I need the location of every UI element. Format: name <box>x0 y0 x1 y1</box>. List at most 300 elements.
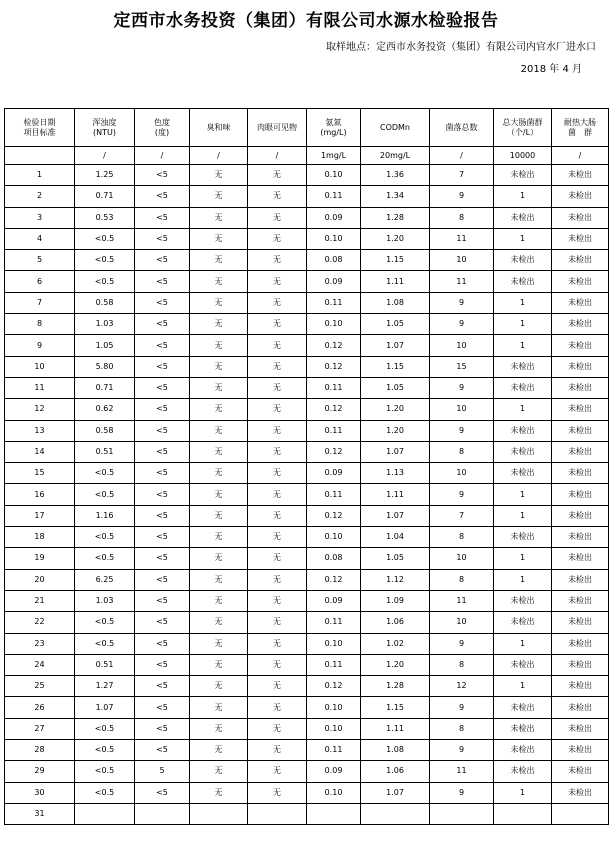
table-cell: 无 <box>248 697 307 718</box>
table-cell: 无 <box>190 569 248 590</box>
table-cell: 7 <box>430 165 494 186</box>
table-cell: 18 <box>5 527 75 548</box>
table-cell: 9 <box>430 377 494 398</box>
table-cell: 21 <box>5 590 75 611</box>
header-cell-turbidity <box>75 109 135 147</box>
table-cell: 8 <box>430 569 494 590</box>
table-cell: 0.09 <box>307 590 361 611</box>
table-cell: 1.20 <box>361 420 430 441</box>
table-cell: 0.11 <box>307 612 361 633</box>
table-cell: 0.10 <box>307 165 361 186</box>
table-row <box>5 186 609 207</box>
table-cell: 9 <box>5 335 75 356</box>
table-row <box>5 761 609 782</box>
table-cell: 12 <box>430 676 494 697</box>
table-cell: 0.71 <box>75 377 135 398</box>
table-cell: <5 <box>135 463 190 484</box>
water-quality-table <box>4 108 609 825</box>
header-label: 肉眼可见物 <box>257 122 297 132</box>
table-cell: <5 <box>135 250 190 271</box>
standards-cell: / <box>75 147 135 165</box>
table-cell: 0.10 <box>307 527 361 548</box>
table-cell: 0.11 <box>307 377 361 398</box>
table-row <box>5 718 609 739</box>
table-cell: <0.5 <box>75 463 135 484</box>
standards-cell: / <box>190 147 248 165</box>
table-row <box>5 633 609 654</box>
table-cell: 未检出 <box>552 420 609 441</box>
table-cell: 5 <box>135 761 190 782</box>
table-cell: <5 <box>135 718 190 739</box>
table-cell: 28 <box>5 740 75 761</box>
table-cell: <5 <box>135 740 190 761</box>
table-cell: 11 <box>430 271 494 292</box>
table-row <box>5 740 609 761</box>
table-cell: 0.09 <box>307 271 361 292</box>
table-cell: 无 <box>248 761 307 782</box>
table-cell: 1.07 <box>361 335 430 356</box>
table-cell: <5 <box>135 335 190 356</box>
table-cell: 1.07 <box>361 505 430 526</box>
table-cell: 0.11 <box>307 740 361 761</box>
table-row <box>5 335 609 356</box>
header-cell-thermotolerant-coliform <box>552 109 609 147</box>
table-cell: 未检出 <box>552 377 609 398</box>
table-cell: 0.53 <box>75 207 135 228</box>
header-cell-visible-matter <box>248 109 307 147</box>
table-cell: 无 <box>248 314 307 335</box>
table-cell: 未检出 <box>494 612 552 633</box>
table-cell: 无 <box>248 718 307 739</box>
table-cell: 1.11 <box>361 271 430 292</box>
table-cell: 10 <box>430 463 494 484</box>
table-cell: 未检出 <box>494 590 552 611</box>
table-cell: 22 <box>5 612 75 633</box>
table-cell: 11 <box>430 228 494 249</box>
table-cell: 未检出 <box>494 207 552 228</box>
table-cell: <0.5 <box>75 228 135 249</box>
header-label: (mg/L) <box>320 127 347 137</box>
table-cell: 未检出 <box>494 654 552 675</box>
table-row <box>5 228 609 249</box>
table-cell: 0.12 <box>307 505 361 526</box>
table-cell: 未检出 <box>552 271 609 292</box>
table-cell: 未检出 <box>494 740 552 761</box>
table-cell: 9 <box>430 782 494 803</box>
table-cell <box>307 803 361 824</box>
table-cell: 未检出 <box>552 228 609 249</box>
table-cell: 9 <box>430 697 494 718</box>
table-cell <box>248 803 307 824</box>
table-cell: 1 <box>494 186 552 207</box>
table-cell: 1 <box>494 314 552 335</box>
table-cell: 未检出 <box>494 420 552 441</box>
header-label: 总大肠菌群 <box>502 117 543 127</box>
table-cell: <5 <box>135 314 190 335</box>
table-cell: 无 <box>190 207 248 228</box>
standards-cell: / <box>430 147 494 165</box>
table-cell: 1 <box>5 165 75 186</box>
table-cell: 1 <box>494 228 552 249</box>
table-cell: 无 <box>190 676 248 697</box>
table-cell: 1 <box>494 292 552 313</box>
table-cell: 7 <box>430 505 494 526</box>
table-cell: 10 <box>430 250 494 271</box>
table-cell: 23 <box>5 633 75 654</box>
table-cell: 0.10 <box>307 697 361 718</box>
table-cell: 0.11 <box>307 292 361 313</box>
table-cell: 0.12 <box>307 335 361 356</box>
table-cell: 无 <box>248 356 307 377</box>
table-cell: 无 <box>248 463 307 484</box>
table-cell: 9 <box>430 314 494 335</box>
table-cell: 10 <box>430 612 494 633</box>
table-row <box>5 676 609 697</box>
table-cell: 0.12 <box>307 441 361 462</box>
table-row <box>5 463 609 484</box>
header-cell-odor <box>190 109 248 147</box>
table-cell: 未检出 <box>494 441 552 462</box>
header-label: （个/L） <box>506 127 539 137</box>
table-cell: <5 <box>135 484 190 505</box>
table-cell: <5 <box>135 654 190 675</box>
table-cell: 未检出 <box>552 548 609 569</box>
table-cell: 14 <box>5 441 75 462</box>
table-cell: 未检出 <box>552 740 609 761</box>
table-cell: <5 <box>135 612 190 633</box>
table-cell: 31 <box>5 803 75 824</box>
table-row <box>5 590 609 611</box>
table-cell: 15 <box>430 356 494 377</box>
table-row <box>5 548 609 569</box>
table-cell: 无 <box>248 441 307 462</box>
table-row <box>5 207 609 228</box>
table-cell: 1.05 <box>75 335 135 356</box>
table-cell: 1 <box>494 569 552 590</box>
table-cell: <5 <box>135 377 190 398</box>
table-row <box>5 314 609 335</box>
header-label: 项目标准 <box>23 127 56 137</box>
table-cell: 0.09 <box>307 761 361 782</box>
table-row <box>5 271 609 292</box>
header-row <box>5 109 609 147</box>
header-label: 菌 群 <box>568 127 592 137</box>
table-row <box>5 505 609 526</box>
table-cell: 无 <box>248 740 307 761</box>
table-cell: 0.10 <box>307 633 361 654</box>
header-cell-codmn <box>361 109 430 147</box>
table-cell: 无 <box>190 654 248 675</box>
table-cell: 4 <box>5 228 75 249</box>
table-cell: 6.25 <box>75 569 135 590</box>
table-cell: 无 <box>190 548 248 569</box>
table-cell: 未检出 <box>552 590 609 611</box>
table-cell: 无 <box>190 718 248 739</box>
table-cell: 1 <box>494 633 552 654</box>
table-cell: 无 <box>190 505 248 526</box>
table-cell: <5 <box>135 633 190 654</box>
table-cell: 10 <box>430 335 494 356</box>
table-cell: 11 <box>5 377 75 398</box>
table-cell: 10 <box>5 356 75 377</box>
table-cell: 未检出 <box>494 697 552 718</box>
header-label: 耐热大肠 <box>564 117 596 127</box>
table-cell: 无 <box>248 590 307 611</box>
table-cell: <5 <box>135 292 190 313</box>
table-row <box>5 527 609 548</box>
header-label: 检验日期 <box>23 117 56 127</box>
table-cell: 无 <box>248 377 307 398</box>
table-cell: 无 <box>190 612 248 633</box>
table-cell: 未检出 <box>552 463 609 484</box>
table-cell: 无 <box>248 612 307 633</box>
table-cell: 1 <box>494 505 552 526</box>
table-cell: 无 <box>248 228 307 249</box>
table-cell: <5 <box>135 356 190 377</box>
table-cell <box>552 803 609 824</box>
table-cell: 未检出 <box>494 527 552 548</box>
table-cell: <5 <box>135 527 190 548</box>
table-cell: 无 <box>248 505 307 526</box>
table-cell: 1.04 <box>361 527 430 548</box>
table-row <box>5 399 609 420</box>
table-cell: 无 <box>190 761 248 782</box>
table-cell: 未检出 <box>552 697 609 718</box>
table-cell: <5 <box>135 271 190 292</box>
header-label: 菌落总数 <box>445 122 478 132</box>
table-cell: 未检出 <box>494 718 552 739</box>
table-cell: 1.05 <box>361 314 430 335</box>
standards-cell: 20mg/L <box>361 147 430 165</box>
table-row <box>5 165 609 186</box>
table-cell: 无 <box>248 527 307 548</box>
table-cell: 无 <box>190 250 248 271</box>
header-label: 臭和味 <box>206 122 231 132</box>
table-cell: 1.05 <box>361 377 430 398</box>
table-cell: 无 <box>248 399 307 420</box>
table-cell: 1.20 <box>361 228 430 249</box>
standards-cell: / <box>135 147 190 165</box>
table-cell: <5 <box>135 441 190 462</box>
table-cell: 1.05 <box>361 548 430 569</box>
table-cell <box>75 803 135 824</box>
table-cell: 17 <box>5 505 75 526</box>
table-cell: 8 <box>430 527 494 548</box>
header-label: CODMn <box>379 122 410 132</box>
table-cell: 30 <box>5 782 75 803</box>
table-cell: 1 <box>494 399 552 420</box>
table-cell: 1.06 <box>361 761 430 782</box>
standards-cell: / <box>552 147 609 165</box>
table-row <box>5 292 609 313</box>
table-cell: 无 <box>190 590 248 611</box>
standards-row <box>5 147 609 165</box>
table-cell: 无 <box>190 782 248 803</box>
table-cell: 0.10 <box>307 314 361 335</box>
table-cell: 29 <box>5 761 75 782</box>
table-cell: 无 <box>190 356 248 377</box>
table-cell: 1.15 <box>361 356 430 377</box>
table-cell: 未检出 <box>494 165 552 186</box>
table-cell: 0.08 <box>307 250 361 271</box>
table-cell: 0.10 <box>307 782 361 803</box>
table-cell: <0.5 <box>75 527 135 548</box>
table-cell: 10 <box>430 399 494 420</box>
report-date: 2018 年 4 月 <box>520 64 582 75</box>
table-cell: 1.36 <box>361 165 430 186</box>
table-cell: 未检出 <box>552 314 609 335</box>
table-cell: 1.07 <box>75 697 135 718</box>
table-cell: <0.5 <box>75 633 135 654</box>
table-cell: 5.80 <box>75 356 135 377</box>
report-title: 定西市水务投资（集团）有限公司水源水检验报告 <box>113 11 499 31</box>
table-row <box>5 654 609 675</box>
table-cell: 1.13 <box>361 463 430 484</box>
table-cell: <0.5 <box>75 782 135 803</box>
table-cell: 0.09 <box>307 207 361 228</box>
table-cell: 0.62 <box>75 399 135 420</box>
table-cell: 无 <box>248 633 307 654</box>
table-cell: 未检出 <box>552 399 609 420</box>
standards-cell: 10000 <box>494 147 552 165</box>
table-cell: 9 <box>430 484 494 505</box>
table-cell: <5 <box>135 399 190 420</box>
header-label: 浑浊度 <box>92 117 117 127</box>
table-cell: 0.09 <box>307 463 361 484</box>
table-cell: 无 <box>190 697 248 718</box>
table-cell: 未检出 <box>494 463 552 484</box>
table-row <box>5 356 609 377</box>
table-cell: 9 <box>430 186 494 207</box>
table-cell: 13 <box>5 420 75 441</box>
table-cell: 无 <box>190 228 248 249</box>
table-cell: 9 <box>430 633 494 654</box>
table-cell: 无 <box>248 250 307 271</box>
table-cell: 无 <box>248 271 307 292</box>
table-cell: 7 <box>5 292 75 313</box>
table-cell: 无 <box>190 399 248 420</box>
table-cell: 8 <box>430 207 494 228</box>
table-cell: 6 <box>5 271 75 292</box>
table-row <box>5 782 609 803</box>
table-cell: 8 <box>5 314 75 335</box>
table-cell: 未检出 <box>552 356 609 377</box>
table-cell: 未检出 <box>552 250 609 271</box>
standards-cell: / <box>248 147 307 165</box>
table-cell: <0.5 <box>75 548 135 569</box>
table-cell: 无 <box>190 740 248 761</box>
table-cell: 无 <box>248 548 307 569</box>
table-body <box>5 109 609 825</box>
table-cell: <5 <box>135 782 190 803</box>
table-cell: 0.51 <box>75 654 135 675</box>
table-cell: 1.20 <box>361 399 430 420</box>
table-cell: 未检出 <box>552 718 609 739</box>
table-cell: 8 <box>430 718 494 739</box>
header-label: (NTU) <box>93 127 116 137</box>
table-cell: 未检出 <box>552 761 609 782</box>
table-cell: 0.11 <box>307 186 361 207</box>
table-cell: 27 <box>5 718 75 739</box>
table-cell: 未检出 <box>494 271 552 292</box>
header-label: 色度 <box>154 117 170 127</box>
table-cell: 0.12 <box>307 569 361 590</box>
table-cell: 1.25 <box>75 165 135 186</box>
table-cell: 0.58 <box>75 292 135 313</box>
table-cell: 无 <box>248 782 307 803</box>
table-cell <box>430 803 494 824</box>
table-cell: 未检出 <box>494 250 552 271</box>
table-cell: 0.51 <box>75 441 135 462</box>
table-cell: 0.12 <box>307 356 361 377</box>
table-cell: 3 <box>5 207 75 228</box>
table-cell: 8 <box>430 441 494 462</box>
table-cell: 1.07 <box>361 782 430 803</box>
table-cell: 0.71 <box>75 186 135 207</box>
table-cell: 19 <box>5 548 75 569</box>
table-cell: 无 <box>248 569 307 590</box>
table-cell: 未检出 <box>552 207 609 228</box>
table-cell: 无 <box>190 271 248 292</box>
table-cell: 未检出 <box>552 441 609 462</box>
table-cell: 8 <box>430 654 494 675</box>
table-row <box>5 569 609 590</box>
table-cell: 5 <box>5 250 75 271</box>
table-cell: <0.5 <box>75 250 135 271</box>
table-cell <box>135 803 190 824</box>
table-cell: 1.16 <box>75 505 135 526</box>
table-cell <box>190 803 248 824</box>
header-cell-total-coliform <box>494 109 552 147</box>
table-cell: 无 <box>248 654 307 675</box>
table-cell: 无 <box>190 292 248 313</box>
table-cell: 1.11 <box>361 484 430 505</box>
table-cell: 未检出 <box>552 676 609 697</box>
table-cell: 未检出 <box>552 165 609 186</box>
header-cell-date-standard <box>5 109 75 147</box>
table-row <box>5 803 609 824</box>
table-cell: <5 <box>135 207 190 228</box>
table-cell: <5 <box>135 590 190 611</box>
standards-cell: 1mg/L <box>307 147 361 165</box>
table-cell: 未检出 <box>552 527 609 548</box>
table-cell: 无 <box>190 463 248 484</box>
table-row <box>5 612 609 633</box>
table-row <box>5 250 609 271</box>
table-cell: 无 <box>190 186 248 207</box>
table-cell: <5 <box>135 676 190 697</box>
table-cell: 未检出 <box>552 569 609 590</box>
table-row <box>5 441 609 462</box>
table-cell: <0.5 <box>75 761 135 782</box>
table-cell: 无 <box>190 165 248 186</box>
table-cell: 20 <box>5 569 75 590</box>
header-cell-colony-count <box>430 109 494 147</box>
table-cell: <0.5 <box>75 718 135 739</box>
table-cell: <0.5 <box>75 271 135 292</box>
table-cell: 无 <box>248 420 307 441</box>
table-cell: 无 <box>190 377 248 398</box>
table-cell: 未检出 <box>552 292 609 313</box>
table-cell: 1.27 <box>75 676 135 697</box>
table-cell: <5 <box>135 228 190 249</box>
table-cell: 未检出 <box>552 654 609 675</box>
table-cell <box>361 803 430 824</box>
table-cell: 0.12 <box>307 676 361 697</box>
table-cell: 无 <box>190 633 248 654</box>
table-cell: 16 <box>5 484 75 505</box>
table-cell: 未检出 <box>494 761 552 782</box>
